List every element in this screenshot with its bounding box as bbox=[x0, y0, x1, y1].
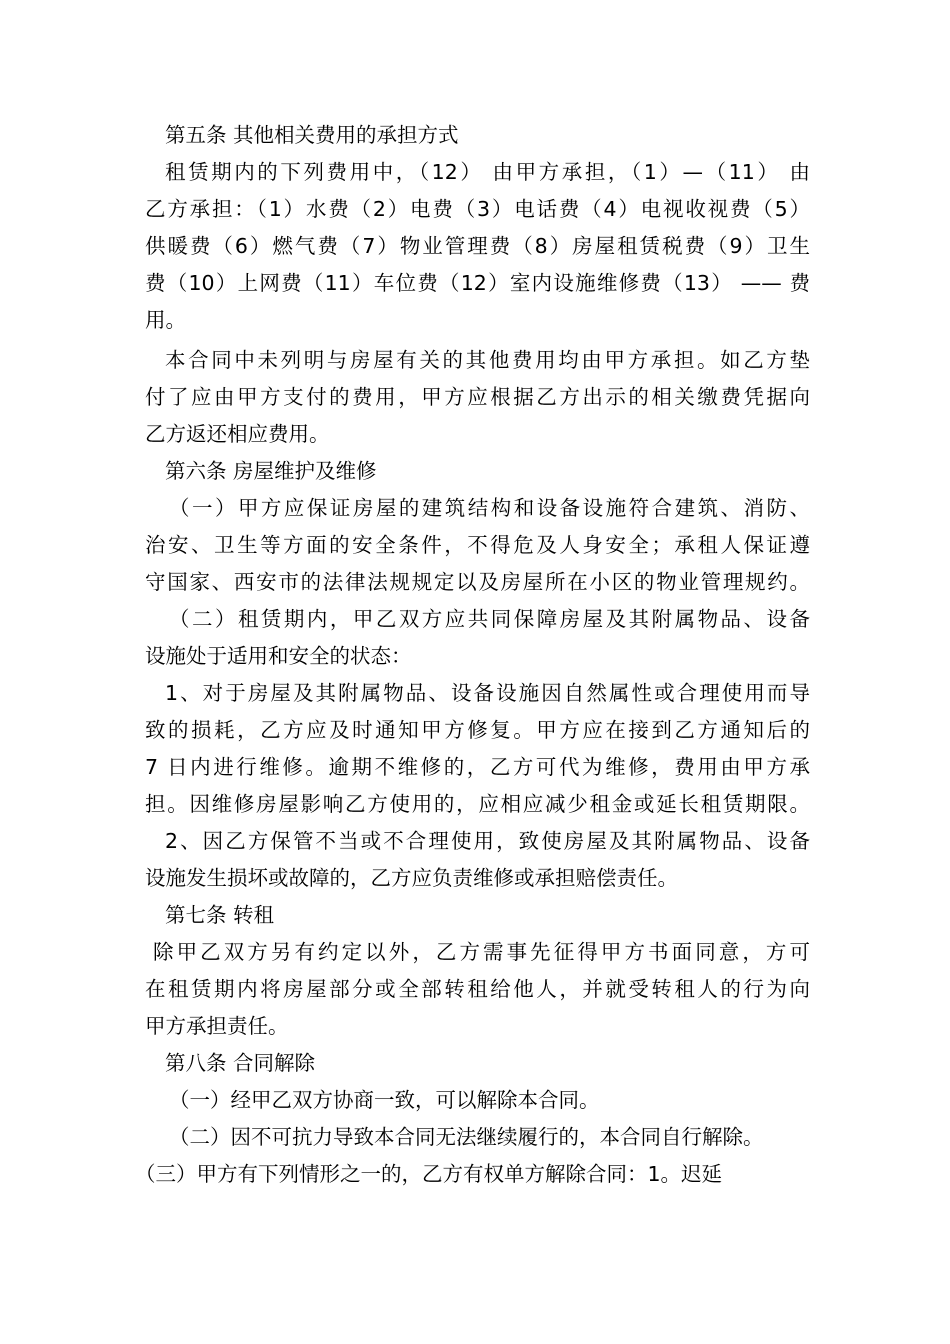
paragraph-line: 租赁期内的下列费用中，（12） 由甲方承担，（1）—（11） 由 bbox=[165, 160, 810, 184]
article-6-heading: 第六条 房屋维护及维修 bbox=[165, 459, 377, 483]
paragraph-line: 供暖费（6）燃气费（7）物业管理费（8）房屋租赁税费（9）卫生 bbox=[145, 234, 810, 258]
paragraph-line: 在租赁期内将房屋部分或全部转租给他人，并就受转租人的行为向 bbox=[145, 977, 810, 1001]
paragraph-line: 乙方返还相应费用。 bbox=[145, 422, 330, 446]
paragraph-line: 付了应由甲方支付的费用，甲方应根据乙方出示的相关缴费凭据向 bbox=[145, 385, 810, 409]
paragraph-line: （一）甲方应保证房屋的建筑结构和设备设施符合建筑、消防、 bbox=[169, 496, 810, 520]
paragraph-line: 甲方承担责任。 bbox=[145, 1014, 289, 1038]
paragraph-line: 2、因乙方保管不当或不合理使用，致使房屋及其附属物品、设备 bbox=[165, 829, 810, 853]
paragraph-line: 守国家、西安市的法律法规规定以及房屋所在小区的物业管理规约。 bbox=[145, 570, 810, 594]
article-5-heading: 第五条 其他相关费用的承担方式 bbox=[165, 123, 459, 147]
paragraph-line: （二）租赁期内，甲乙双方应共同保障房屋及其附属物品、设备 bbox=[169, 607, 810, 631]
paragraph-line: （一）经甲乙双方协商一致，可以解除本合同。 bbox=[169, 1088, 600, 1112]
paragraph-line: 设施处于适用和安全的状态： bbox=[145, 644, 412, 668]
paragraph-line: 费（10）上网费（11）车位费（12）室内设施维修费（13） —— 费 bbox=[145, 271, 810, 295]
paragraph-line: 治安、卫生等方面的安全条件，不得危及人身安全；承租人保证遵 bbox=[145, 533, 810, 557]
paragraph-line: 用。 bbox=[145, 308, 186, 332]
paragraph-line: 设施发生损坏或故障的，乙方应负责维修或承担赔偿责任。 bbox=[145, 866, 678, 890]
paragraph-line: 1、对于房屋及其附属物品、设备设施因自然属性或合理使用而导 bbox=[165, 681, 810, 705]
paragraph-line: （三）甲方有下列情形之一的，乙方有权单方解除合同：1。迟延 bbox=[135, 1162, 723, 1186]
paragraph-line: 除甲乙双方另有约定以外，乙方需事先征得甲方书面同意，方可 bbox=[153, 940, 810, 964]
article-8-heading: 第八条 合同解除 bbox=[165, 1051, 316, 1075]
paragraph-line: （二）因不可抗力导致本合同无法继续履行的，本合同自行解除。 bbox=[169, 1125, 764, 1149]
paragraph-line: 担。因维修房屋影响乙方使用的，应相应减少租金或延长租赁期限。 bbox=[145, 792, 810, 816]
paragraph-line: 7 日内进行维修。逾期不维修的，乙方可代为维修，费用由甲方承 bbox=[145, 755, 810, 779]
paragraph-line: 致的损耗，乙方应及时通知甲方修复。甲方应在接到乙方通知后的 bbox=[145, 718, 810, 742]
article-7-heading: 第七条 转租 bbox=[165, 903, 275, 927]
paragraph-line: 本合同中未列明与房屋有关的其他费用均由甲方承担。如乙方垫 bbox=[165, 348, 810, 372]
paragraph-line: 乙方承担：（1）水费（2）电费（3）电话费（4）电视收视费（5） bbox=[145, 197, 810, 221]
